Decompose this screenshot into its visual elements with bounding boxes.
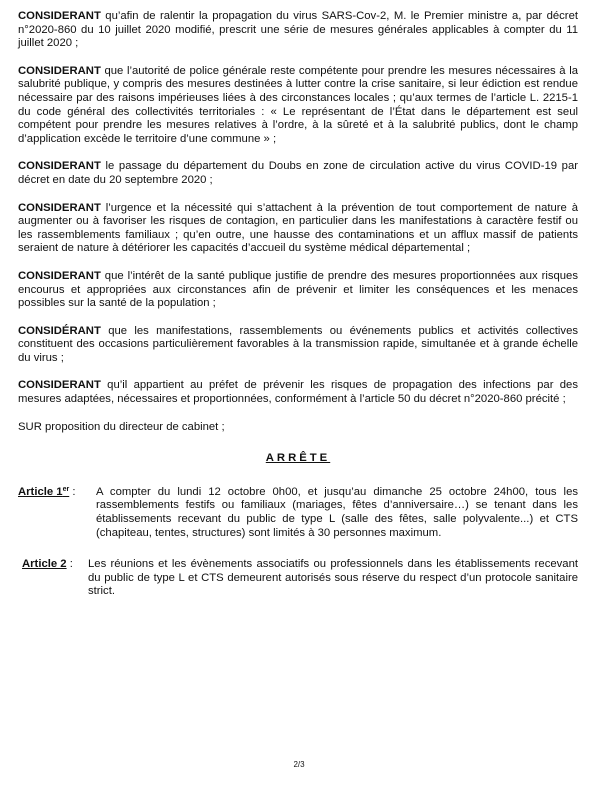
considerant-text: l’urgence et la nécessité qui s’attachent à la prévention de tout comportement de nature à augmenter ou à favoriser les risques de contagion, en particulier dans les manifestations à caractère festif ou les rassemblements familiaux ; qu’en outre, une hausse des contaminations et un afflux massif de patients seraient de nature à détériorer les capacités d’accueil du système médical départemental ;	[18, 201, 578, 255]
article-2-text: Les réunions et les évènements associatifs ou professionnels dans les établissements recevant du public de type L et CTS demeurent autorisés sous réserve du respect d’un protocole sanitaire strict.	[88, 558, 578, 598]
considerant-text: que les manifestations, rassemblements ou événements publics et activités collectives constituent des occasions particulièrement favorables à la transmission rapide, simultanée et à grande échelle du virus ;	[18, 324, 578, 364]
article-1-label: Article 1er	[18, 485, 70, 498]
considerant-text: qu’il appartient au préfet de prévenir les risques de propagation des infections par des mesures adaptées, nécessaires et proportionnées, conformément à l’article 50 du décret n°2020-860 précité ;	[18, 379, 578, 406]
article-1-separator: :	[69, 485, 76, 498]
considerant-paragraph	[18, 379, 578, 406]
considerant-text: le passage du département du Doubs en zone de circulation active du virus COVID-19 par décret en date du 20 septembre 2020 ;	[18, 160, 578, 186]
article-1-label-sup: er	[62, 485, 70, 493]
considerant-text: que l’autorité de police générale reste compétente pour prendre les mesures nécessaires à la salubrité publique, y compris des mesures destinées à lutter contre la crise sanitaire, si leur édiction est rendue nécessaire par des raisons impérieuses liées à des circonstances locales ; qu’aux termes de l’article L. 2215-1 du code général des collectivités territoriales : « Le représentant de l’État dans le département est seul compétent pour prendre les mesures relatives à l’ordre, à la sûreté et à la salubrité publics, dont le champ d’application excède le territoire d’une commune » ;	[18, 64, 578, 145]
proposition-line: SUR proposition du directeur de cabinet ;	[18, 420, 225, 433]
article-2-separator: :	[66, 558, 73, 571]
considerant-paragraph	[18, 202, 578, 256]
document-page	[18, 10, 578, 617]
article-2-label: Article 2	[22, 558, 67, 571]
considerant-lead: CONSIDERANT	[18, 64, 101, 77]
considerant-lead: CONSIDERANT	[18, 379, 101, 392]
article-1-text: A compter du lundi 12 octobre 0h00, et jusqu’au dimanche 25 octobre 24h00, tous les rassemblements festifs ou familiaux (mariages, fêtes d’anniversaire…) se tenant dans les établissements recevant du public de type L (salle des fêtes, salle polyvalente...) et CTS (chapiteau, tentes, structures) sont limités à 30 personnes maximum.	[96, 485, 578, 539]
considerant-paragraph	[18, 10, 578, 51]
considerant-paragraph	[18, 325, 578, 366]
considerant-lead: CONSIDERANT	[18, 269, 101, 282]
considerant-paragraph	[18, 160, 578, 187]
article-2	[22, 558, 578, 599]
article-1	[18, 486, 578, 540]
considerant-text: que l’intérêt de la santé publique justifie de prendre des mesures proportionnées aux risques encourus et appropriées aux circonstances afin de prévenir et limiter les conséquences et les menaces possibles sur la santé de la population ;	[18, 269, 578, 310]
arrete-heading: ARRÊTE	[265, 452, 331, 465]
considerant-lead: CONSIDERANT	[18, 10, 101, 22]
page-number: 2/3	[293, 760, 305, 769]
considerant-text: qu’afin de ralentir la propagation du virus SARS-Cov-2, M. le Premier ministre a, par décret n°2020-860 du 10 juillet 2020 modifié, prescrit une série de mesures générales applicables à compter du 11 juillet 2020 ;	[18, 10, 578, 50]
considerant-lead: CONSIDÉRANT	[18, 324, 101, 337]
considerant-lead: CONSIDERANT	[18, 160, 101, 173]
considerant-paragraph	[18, 65, 578, 147]
considerant-paragraph	[18, 270, 578, 311]
considerant-lead: CONSIDERANT	[18, 201, 101, 214]
